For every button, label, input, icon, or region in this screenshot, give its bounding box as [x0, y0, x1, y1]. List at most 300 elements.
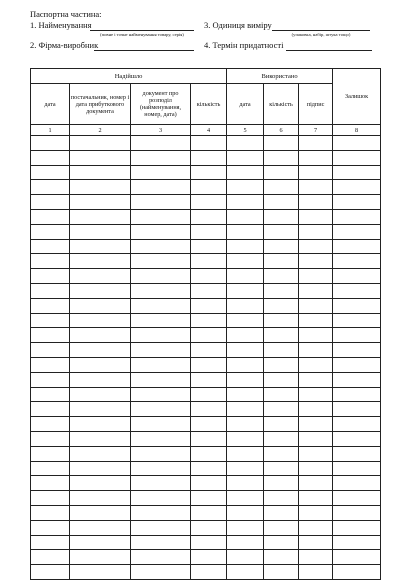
table-cell[interactable]	[333, 209, 381, 224]
table-cell[interactable]	[31, 431, 70, 446]
table-cell[interactable]	[227, 165, 264, 180]
table-cell[interactable]	[70, 180, 131, 195]
table-cell[interactable]	[227, 209, 264, 224]
col-received-date: дата	[31, 84, 70, 125]
table-cell[interactable]	[131, 195, 191, 210]
table-row	[31, 150, 381, 165]
table-cell[interactable]	[299, 431, 333, 446]
col-number: 6	[264, 125, 299, 136]
table-cell[interactable]	[333, 565, 381, 580]
table-cell[interactable]	[131, 239, 191, 254]
table-cell[interactable]	[227, 520, 264, 535]
table-cell[interactable]	[333, 195, 381, 210]
table-cell[interactable]	[299, 520, 333, 535]
table-cell[interactable]	[333, 269, 381, 284]
table-cell[interactable]	[299, 180, 333, 195]
table-cell[interactable]	[299, 269, 333, 284]
name-label: 1. Найменування	[30, 20, 92, 30]
table-body	[31, 136, 381, 580]
table-cell[interactable]	[299, 476, 333, 491]
table-cell[interactable]	[31, 343, 70, 358]
table-cell[interactable]	[131, 269, 191, 284]
table-cell[interactable]	[264, 372, 299, 387]
table-cell[interactable]	[333, 313, 381, 328]
table-cell[interactable]	[264, 283, 299, 298]
table-cell[interactable]	[191, 269, 227, 284]
table-cell[interactable]	[131, 165, 191, 180]
table-cell[interactable]	[191, 476, 227, 491]
table-cell[interactable]	[264, 269, 299, 284]
table-row	[31, 239, 381, 254]
table-cell[interactable]	[299, 446, 333, 461]
table-cell[interactable]	[70, 136, 131, 151]
table-cell[interactable]	[299, 298, 333, 313]
table-cell[interactable]	[31, 505, 70, 520]
table-cell[interactable]	[264, 520, 299, 535]
table-cell[interactable]	[333, 505, 381, 520]
table-cell[interactable]	[333, 328, 381, 343]
table-row	[31, 431, 381, 446]
table-cell[interactable]	[131, 431, 191, 446]
unit-hint: (упаковка, набір, штука тощо)	[291, 32, 351, 37]
table-cell[interactable]	[70, 254, 131, 269]
table-cell[interactable]	[227, 372, 264, 387]
table-cell[interactable]	[191, 209, 227, 224]
table-cell[interactable]	[131, 224, 191, 239]
table-cell[interactable]	[333, 372, 381, 387]
table-cell[interactable]	[70, 298, 131, 313]
table-cell[interactable]	[227, 180, 264, 195]
table-cell[interactable]	[227, 461, 264, 476]
table-cell[interactable]	[333, 446, 381, 461]
table-cell[interactable]	[227, 136, 264, 151]
table-cell[interactable]	[191, 372, 227, 387]
table-cell[interactable]	[191, 565, 227, 580]
table-cell[interactable]	[191, 136, 227, 151]
col-number: 2	[70, 125, 131, 136]
table-row	[31, 505, 381, 520]
table-cell[interactable]	[227, 224, 264, 239]
table-cell[interactable]	[131, 446, 191, 461]
table-cell[interactable]	[31, 357, 70, 372]
table-cell[interactable]	[299, 209, 333, 224]
table-cell[interactable]	[299, 417, 333, 432]
table-cell[interactable]	[191, 298, 227, 313]
table-cell[interactable]	[70, 550, 131, 565]
col-supplier-document: постачальник, номер і дата прибуткового документа	[70, 84, 131, 125]
table-row	[31, 136, 381, 151]
table-cell[interactable]	[70, 402, 131, 417]
unit-label: 3. Одиниця виміру	[204, 20, 272, 30]
col-received-quantity: кількість	[191, 84, 227, 125]
table-cell[interactable]	[31, 254, 70, 269]
table-cell[interactable]	[70, 372, 131, 387]
table-cell[interactable]	[131, 461, 191, 476]
table-cell[interactable]	[70, 209, 131, 224]
table-cell[interactable]	[131, 402, 191, 417]
col-used-quantity: кількість	[264, 84, 299, 125]
table-cell[interactable]	[191, 357, 227, 372]
table-cell[interactable]	[264, 313, 299, 328]
table-cell[interactable]	[70, 446, 131, 461]
table-row	[31, 535, 381, 550]
table-cell[interactable]	[299, 283, 333, 298]
table-cell[interactable]	[264, 535, 299, 550]
table-cell[interactable]	[264, 343, 299, 358]
inventory-table	[30, 68, 381, 580]
table-row	[31, 387, 381, 402]
table-cell[interactable]	[70, 343, 131, 358]
table-cell[interactable]	[227, 195, 264, 210]
table-cell[interactable]	[131, 180, 191, 195]
table-cell[interactable]	[299, 239, 333, 254]
table-cell[interactable]	[227, 269, 264, 284]
table-cell[interactable]	[31, 136, 70, 151]
table-row	[31, 491, 381, 506]
table-cell[interactable]	[131, 150, 191, 165]
table-cell[interactable]	[227, 491, 264, 506]
table-cell[interactable]	[299, 224, 333, 239]
name-field-line[interactable]	[90, 30, 194, 31]
table-cell[interactable]	[227, 254, 264, 269]
table-cell[interactable]	[227, 446, 264, 461]
table-cell[interactable]	[227, 239, 264, 254]
name-hint: (повне і точне найменування товару, серія)	[100, 32, 184, 37]
table-cell[interactable]	[131, 254, 191, 269]
table-cell[interactable]	[70, 150, 131, 165]
table-cell[interactable]	[191, 180, 227, 195]
table-cell[interactable]	[333, 298, 381, 313]
table-cell[interactable]	[191, 520, 227, 535]
table-cell[interactable]	[227, 505, 264, 520]
table-cell[interactable]	[264, 550, 299, 565]
table-row	[31, 180, 381, 195]
table-cell[interactable]	[333, 402, 381, 417]
table-cell[interactable]	[299, 165, 333, 180]
table-cell[interactable]	[227, 431, 264, 446]
table-cell[interactable]	[264, 446, 299, 461]
col-used-date: дата	[227, 84, 264, 125]
table-cell[interactable]	[299, 491, 333, 506]
table-cell[interactable]	[333, 165, 381, 180]
table-cell[interactable]	[333, 476, 381, 491]
table-cell[interactable]	[70, 491, 131, 506]
table-cell[interactable]	[333, 283, 381, 298]
table-cell[interactable]	[264, 565, 299, 580]
table-row	[31, 446, 381, 461]
table-cell[interactable]	[31, 239, 70, 254]
table-row	[31, 372, 381, 387]
table-cell[interactable]	[70, 565, 131, 580]
col-number: 5	[227, 125, 264, 136]
table-cell[interactable]	[333, 357, 381, 372]
table-cell[interactable]	[31, 195, 70, 210]
table-cell[interactable]	[31, 402, 70, 417]
used-group-header: Використано	[227, 69, 333, 84]
table-cell[interactable]	[264, 150, 299, 165]
table-cell[interactable]	[191, 461, 227, 476]
table-cell[interactable]	[333, 136, 381, 151]
table-cell[interactable]	[333, 491, 381, 506]
table-cell[interactable]	[131, 328, 191, 343]
table-cell[interactable]	[227, 283, 264, 298]
table-cell[interactable]	[191, 402, 227, 417]
table-cell[interactable]	[299, 402, 333, 417]
table-cell[interactable]	[31, 461, 70, 476]
table-cell[interactable]	[264, 254, 299, 269]
table-cell[interactable]	[131, 343, 191, 358]
table-cell[interactable]	[299, 505, 333, 520]
table-cell[interactable]	[191, 505, 227, 520]
table-cell[interactable]	[333, 550, 381, 565]
table-cell[interactable]	[131, 417, 191, 432]
table-cell[interactable]	[131, 387, 191, 402]
table-cell[interactable]	[227, 550, 264, 565]
table-row	[31, 313, 381, 328]
table-cell[interactable]	[227, 357, 264, 372]
table-cell[interactable]	[264, 195, 299, 210]
table-cell[interactable]	[70, 520, 131, 535]
table-cell[interactable]	[264, 328, 299, 343]
table-cell[interactable]	[70, 461, 131, 476]
table-cell[interactable]	[299, 136, 333, 151]
table-cell[interactable]	[131, 550, 191, 565]
table-cell[interactable]	[333, 239, 381, 254]
table-cell[interactable]	[70, 357, 131, 372]
inventory-table-wrapper	[30, 68, 380, 548]
table-row	[31, 298, 381, 313]
table-cell[interactable]	[264, 461, 299, 476]
table-cell[interactable]	[191, 535, 227, 550]
table-cell[interactable]	[31, 372, 70, 387]
table-cell[interactable]	[31, 180, 70, 195]
table-cell[interactable]	[264, 402, 299, 417]
table-cell[interactable]	[131, 505, 191, 520]
unit-field-line[interactable]	[272, 30, 370, 31]
table-cell[interactable]	[333, 150, 381, 165]
col-signature: підпис	[299, 84, 333, 125]
table-cell[interactable]	[264, 209, 299, 224]
manufacturer-field-line[interactable]	[94, 50, 194, 51]
table-cell[interactable]	[31, 283, 70, 298]
table-cell[interactable]	[264, 239, 299, 254]
table-cell[interactable]	[131, 520, 191, 535]
table-cell[interactable]	[227, 343, 264, 358]
table-cell[interactable]	[299, 387, 333, 402]
table-cell[interactable]	[264, 180, 299, 195]
table-cell[interactable]	[299, 565, 333, 580]
table-cell[interactable]	[70, 431, 131, 446]
table-row	[31, 520, 381, 535]
table-cell[interactable]	[333, 535, 381, 550]
table-cell[interactable]	[191, 343, 227, 358]
table-cell[interactable]	[31, 165, 70, 180]
table-cell[interactable]	[299, 150, 333, 165]
table-row	[31, 165, 381, 180]
col-number: 3	[131, 125, 191, 136]
table-cell[interactable]	[191, 150, 227, 165]
table-row	[31, 283, 381, 298]
table-cell[interactable]	[31, 150, 70, 165]
table-cell[interactable]	[333, 431, 381, 446]
table-cell[interactable]	[333, 224, 381, 239]
table-cell[interactable]	[31, 476, 70, 491]
table-cell[interactable]	[227, 387, 264, 402]
col-number: 4	[191, 125, 227, 136]
table-cell[interactable]	[31, 209, 70, 224]
table-cell[interactable]	[227, 417, 264, 432]
table-cell[interactable]	[70, 417, 131, 432]
table-cell[interactable]	[70, 387, 131, 402]
table-row	[31, 417, 381, 432]
expiry-label: 4. Термін придатності	[204, 40, 284, 50]
table-cell[interactable]	[131, 357, 191, 372]
table-cell[interactable]	[191, 328, 227, 343]
table-cell[interactable]	[299, 461, 333, 476]
table-row	[31, 461, 381, 476]
table-cell[interactable]	[264, 476, 299, 491]
table-cell[interactable]	[70, 313, 131, 328]
table-cell[interactable]	[31, 224, 70, 239]
table-cell[interactable]	[70, 328, 131, 343]
table-cell[interactable]	[70, 195, 131, 210]
table-cell[interactable]	[70, 239, 131, 254]
table-cell[interactable]	[227, 298, 264, 313]
table-cell[interactable]	[191, 195, 227, 210]
table-cell[interactable]	[299, 343, 333, 358]
received-group-header: Надійшло	[31, 69, 227, 84]
table-cell[interactable]	[333, 343, 381, 358]
table-cell[interactable]	[131, 491, 191, 506]
table-cell[interactable]	[70, 269, 131, 284]
table-row	[31, 550, 381, 565]
remainder-header: Залишок	[333, 69, 381, 125]
table-cell[interactable]	[31, 491, 70, 506]
table-cell[interactable]	[333, 461, 381, 476]
table-cell[interactable]	[264, 136, 299, 151]
table-cell[interactable]	[131, 209, 191, 224]
table-row	[31, 209, 381, 224]
table-row	[31, 357, 381, 372]
table-cell[interactable]	[191, 283, 227, 298]
table-cell[interactable]	[191, 491, 227, 506]
table-cell[interactable]	[31, 417, 70, 432]
table-cell[interactable]	[31, 520, 70, 535]
table-cell[interactable]	[131, 372, 191, 387]
table-cell[interactable]	[31, 387, 70, 402]
table-cell[interactable]	[31, 269, 70, 284]
table-cell[interactable]	[131, 283, 191, 298]
table-cell[interactable]	[31, 565, 70, 580]
table-row	[31, 269, 381, 284]
col-number: 8	[333, 125, 381, 136]
table-cell[interactable]	[227, 313, 264, 328]
table-cell[interactable]	[191, 313, 227, 328]
table-row	[31, 254, 381, 269]
table-cell[interactable]	[264, 387, 299, 402]
table-cell[interactable]	[191, 254, 227, 269]
table-row	[31, 328, 381, 343]
table-cell[interactable]	[70, 476, 131, 491]
table-cell[interactable]	[31, 298, 70, 313]
table-row	[31, 195, 381, 210]
table-cell[interactable]	[299, 313, 333, 328]
table-cell[interactable]	[131, 535, 191, 550]
table-cell[interactable]	[31, 446, 70, 461]
table-cell[interactable]	[333, 520, 381, 535]
col-distribution-document: документ про розподіл (найменування, номер, дата)	[131, 84, 191, 125]
table-cell[interactable]	[264, 417, 299, 432]
table-cell[interactable]	[264, 357, 299, 372]
table-cell[interactable]	[31, 550, 70, 565]
table-cell[interactable]	[31, 313, 70, 328]
table-cell[interactable]	[227, 476, 264, 491]
table-cell[interactable]	[227, 328, 264, 343]
table-cell[interactable]	[191, 417, 227, 432]
table-cell[interactable]	[70, 505, 131, 520]
table-cell[interactable]	[131, 476, 191, 491]
table-cell[interactable]	[227, 565, 264, 580]
table-cell[interactable]	[70, 283, 131, 298]
table-cell[interactable]	[227, 402, 264, 417]
table-cell[interactable]	[191, 224, 227, 239]
table-cell[interactable]	[70, 165, 131, 180]
table-cell[interactable]	[191, 550, 227, 565]
table-cell[interactable]	[264, 491, 299, 506]
table-cell[interactable]	[299, 357, 333, 372]
table-cell[interactable]	[299, 550, 333, 565]
expiry-field-line[interactable]	[286, 50, 372, 51]
table-cell[interactable]	[31, 328, 70, 343]
table-cell[interactable]	[299, 328, 333, 343]
table-cell[interactable]	[191, 165, 227, 180]
table-cell[interactable]	[70, 535, 131, 550]
table-cell[interactable]	[131, 565, 191, 580]
table-cell[interactable]	[299, 195, 333, 210]
table-cell[interactable]	[299, 535, 333, 550]
table-row	[31, 402, 381, 417]
passport-title: Паспортна частина:	[30, 9, 102, 19]
table-cell[interactable]	[191, 387, 227, 402]
table-cell[interactable]	[333, 417, 381, 432]
table-cell[interactable]	[191, 239, 227, 254]
table-cell[interactable]	[131, 136, 191, 151]
table-cell[interactable]	[227, 150, 264, 165]
table-row	[31, 476, 381, 491]
col-number: 1	[31, 125, 70, 136]
table-cell[interactable]	[299, 372, 333, 387]
col-number: 7	[299, 125, 333, 136]
table-cell[interactable]	[264, 298, 299, 313]
table-cell[interactable]	[131, 313, 191, 328]
table-row	[31, 565, 381, 580]
table-cell[interactable]	[227, 535, 264, 550]
table-cell[interactable]	[131, 298, 191, 313]
table-cell[interactable]	[299, 254, 333, 269]
table-cell[interactable]	[70, 224, 131, 239]
table-cell[interactable]	[31, 535, 70, 550]
table-cell[interactable]	[191, 446, 227, 461]
table-cell[interactable]	[264, 224, 299, 239]
table-cell[interactable]	[333, 180, 381, 195]
table-cell[interactable]	[264, 505, 299, 520]
table-cell[interactable]	[264, 165, 299, 180]
table-row	[31, 343, 381, 358]
table-cell[interactable]	[264, 431, 299, 446]
table-cell[interactable]	[333, 254, 381, 269]
table-cell[interactable]	[333, 387, 381, 402]
table-cell[interactable]	[191, 431, 227, 446]
